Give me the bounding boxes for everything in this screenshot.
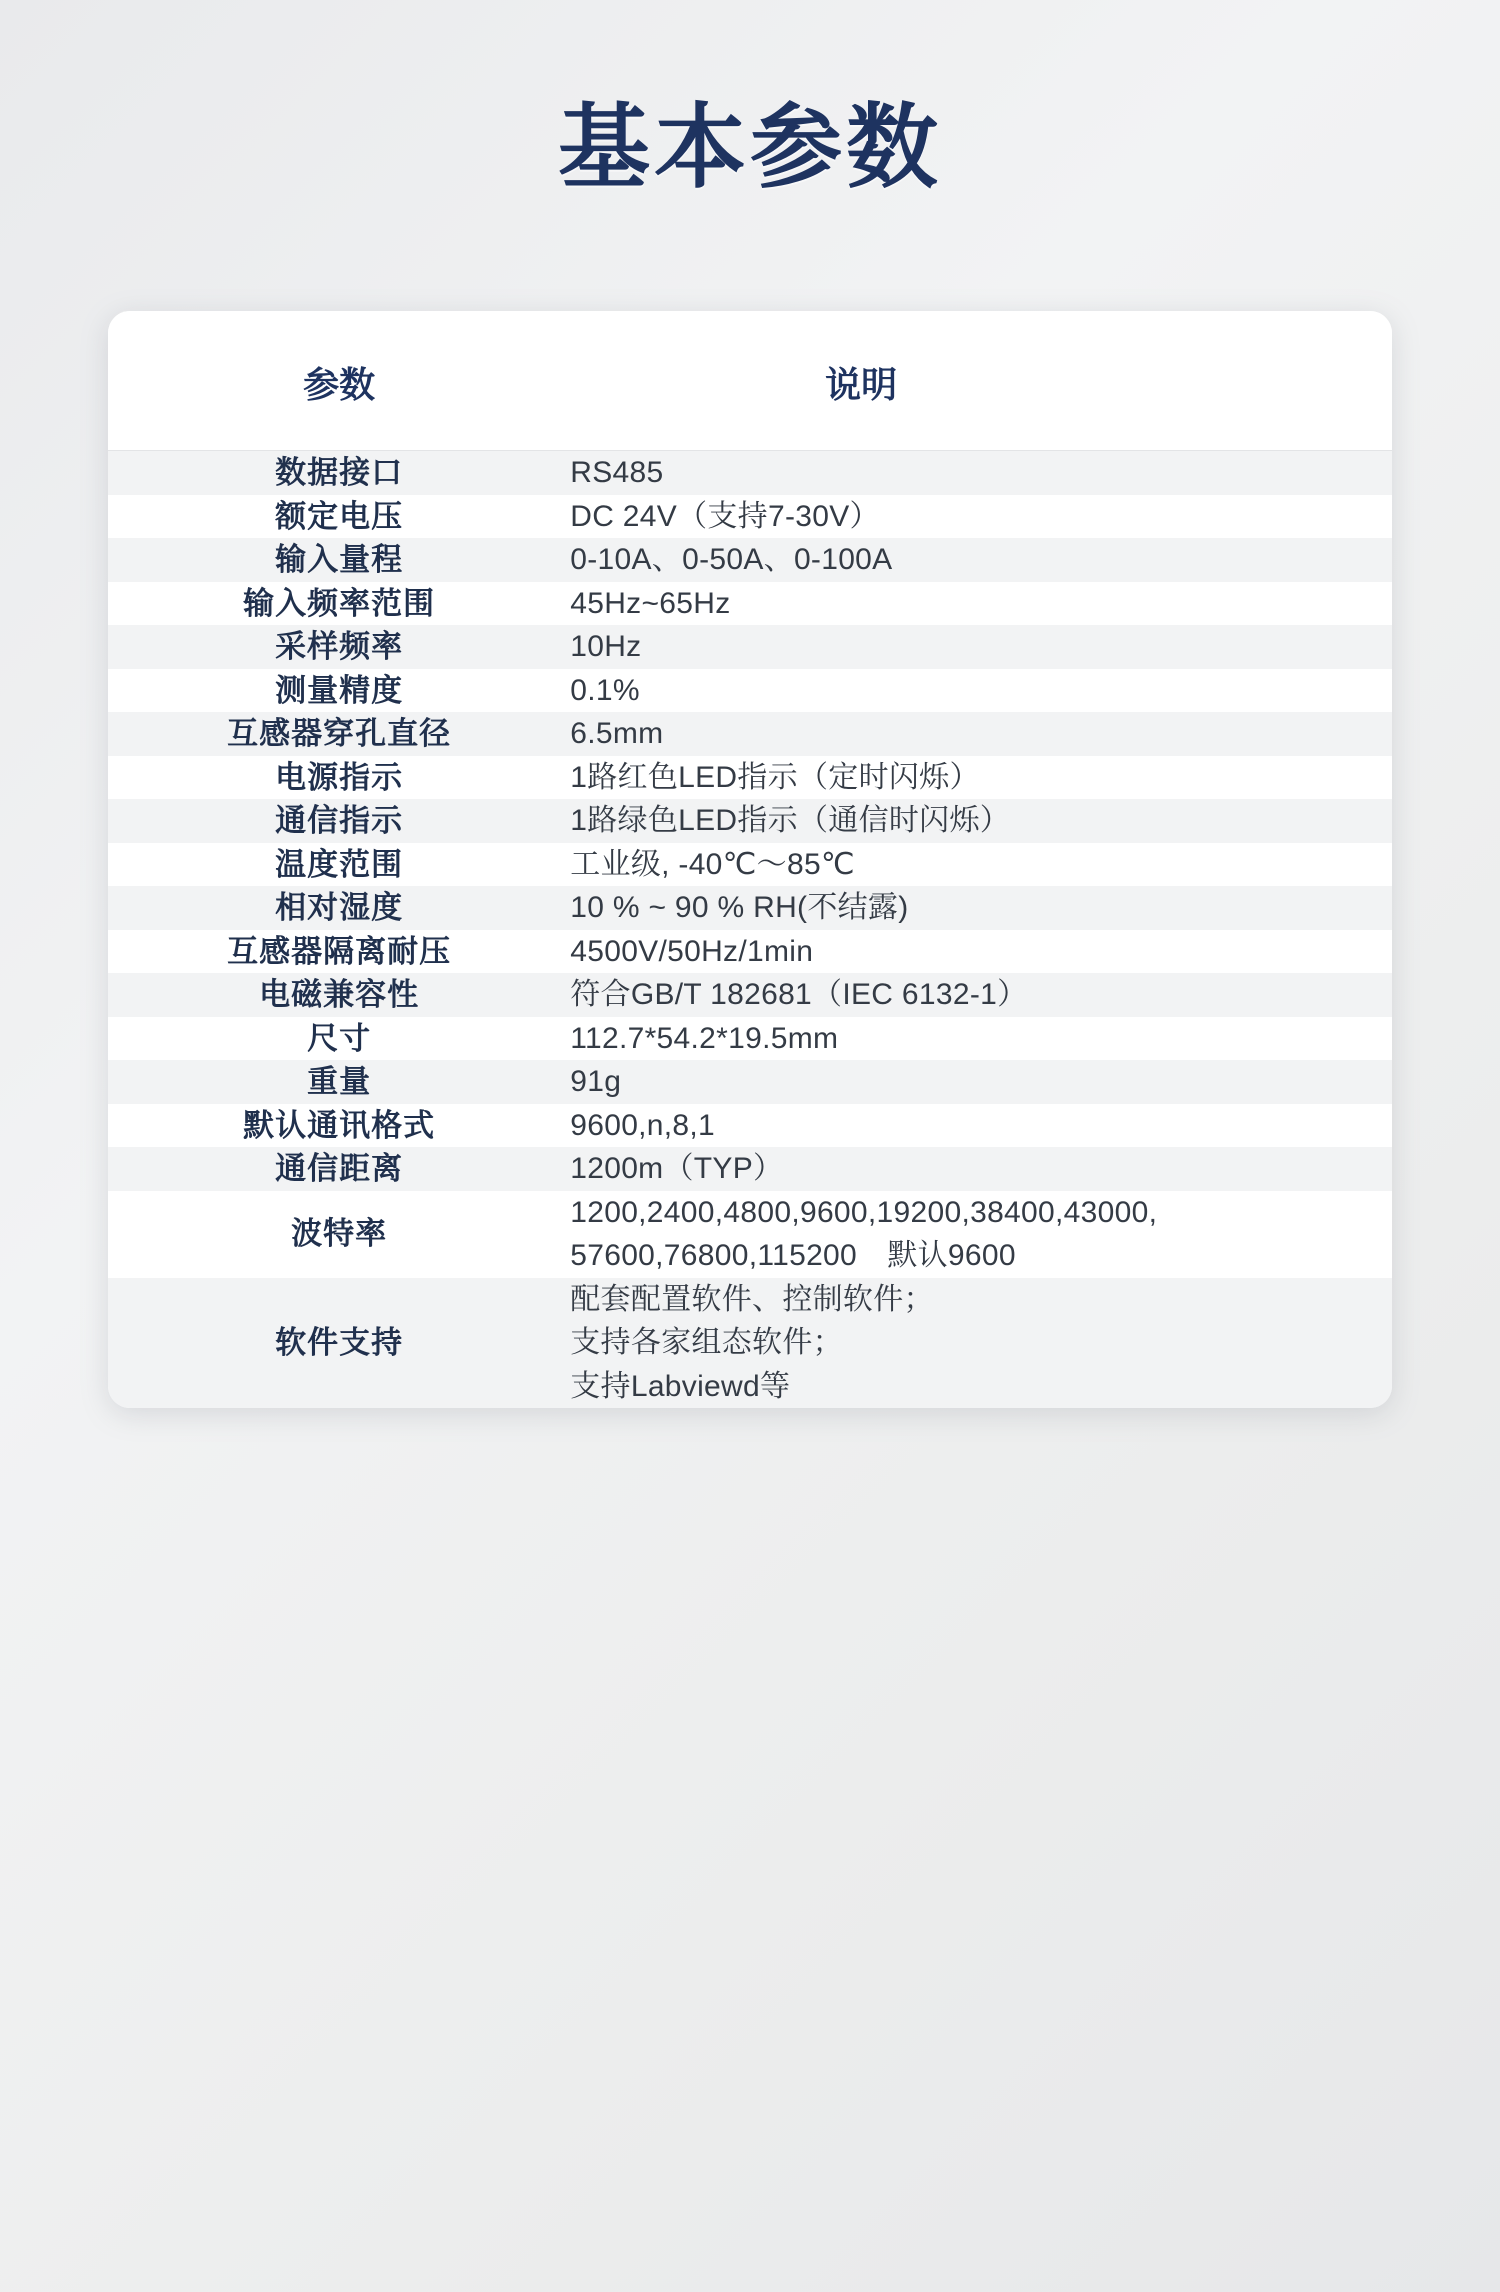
spec-value [570,973,1392,1017]
spec-key: 电磁兼容性 [259,977,420,1013]
table-header-row [108,311,1392,451]
page-title: 基本参数 [557,97,942,199]
spec-key: 输入量程 [275,542,404,578]
spec-key: 软件支持 [275,1325,404,1361]
spec-value-line: DC 24V（支持7-30V） [570,499,880,533]
spec-value [570,1017,1392,1061]
spec-value [570,1147,1392,1191]
spec-value-line: 符合GB/T 182681（IEC 6132-1） [570,978,1028,1012]
table-row [108,538,1392,582]
spec-value [570,582,1392,626]
spec-key: 通信指示 [275,803,404,839]
table-row [108,712,1392,756]
spec-value-line: 0-10A、0-50A、0-100A [570,543,893,577]
table-row [108,669,1392,713]
table-head [108,311,1392,451]
spec-value [570,756,1392,800]
spec-value [570,495,1392,539]
table-row [108,1104,1392,1148]
table-row [108,930,1392,974]
table-row [108,495,1392,539]
spec-key: 额定电压 [275,498,404,534]
spec-value-line: 112.7*54.2*19.5mm [570,1021,839,1055]
table-row [108,1278,1392,1409]
spec-key: 测量精度 [275,672,404,708]
table-row [108,973,1392,1017]
spec-key: 互感器隔离耐压 [227,933,452,969]
spec-key: 输入频率范围 [243,585,436,621]
table-row [108,799,1392,843]
spec-key: 数据接口 [275,455,404,491]
spec-value [570,1278,1392,1409]
bottom-spacer [0,1408,1500,1528]
spec-value [570,712,1392,756]
spec-value-line: 57600,76800,115200 默认9600 [570,1239,1016,1273]
spec-value [570,538,1392,582]
spec-value [570,451,1392,495]
spec-value-line: 1200m（TYP） [570,1152,784,1186]
table-row [108,451,1392,495]
table-row [108,756,1392,800]
spec-key: 相对湿度 [275,890,404,926]
spec-value-line: 10Hz [570,630,642,664]
spec-value-line: 45Hz~65Hz [570,586,731,620]
spec-key: 采样频率 [275,629,404,665]
spec-value-line: 1200,2400,4800,9600,19200,38400,43000, [570,1195,1158,1229]
spec-value-line: 4500V/50Hz/1min [570,934,814,968]
spec-value [570,799,1392,843]
spec-table [108,311,1392,1408]
table-body [108,451,1392,1409]
spec-value-line: 支持各家组态软件； [570,1326,843,1360]
spec-value-line: 配套配置软件、控制软件； [570,1282,934,1316]
spec-value [570,1191,1392,1278]
spec-value [570,886,1392,930]
spec-card [108,311,1392,1408]
spec-value [570,669,1392,713]
spec-value-line: 工业级, -40℃～85℃ [570,847,855,881]
spec-key: 默认通讯格式 [243,1107,436,1143]
table-row [108,1060,1392,1104]
spec-value [570,1104,1392,1148]
spec-value-line: 0.1% [570,673,640,707]
spec-value-line: RS485 [570,456,664,490]
spec-key: 重量 [307,1064,372,1100]
spec-value [570,625,1392,669]
spec-value-line: 10 % ~ 90 % RH(不结露) [570,891,909,925]
spec-value [570,1060,1392,1104]
spec-key: 通信距离 [275,1151,404,1187]
column-header-parameter: 参数 [108,311,570,451]
table-row [108,1191,1392,1278]
spec-key: 尺寸 [307,1020,372,1056]
spec-value-line: 1路红色LED指示（定时闪烁） [570,760,980,794]
table-row [108,582,1392,626]
spec-key: 电源指示 [275,759,404,795]
spec-value-line: 9600,n,8,1 [570,1108,716,1142]
spec-value [570,930,1392,974]
spec-key: 波特率 [291,1216,388,1252]
spec-value-line: 6.5mm [570,717,664,751]
column-header-description: 说明 [570,311,1392,451]
spec-value-line: 91g [570,1065,622,1099]
spec-key: 温度范围 [275,846,404,882]
table-row [108,1147,1392,1191]
spec-value-line: 支持Labviewd等 [570,1369,791,1403]
table-row [108,843,1392,887]
spec-value [570,843,1392,887]
table-row [108,886,1392,930]
table-row [108,625,1392,669]
spec-value-line: 1路绿色LED指示（通信时闪烁） [570,804,1011,838]
table-row [108,1017,1392,1061]
spec-key: 互感器穿孔直径 [227,716,452,752]
